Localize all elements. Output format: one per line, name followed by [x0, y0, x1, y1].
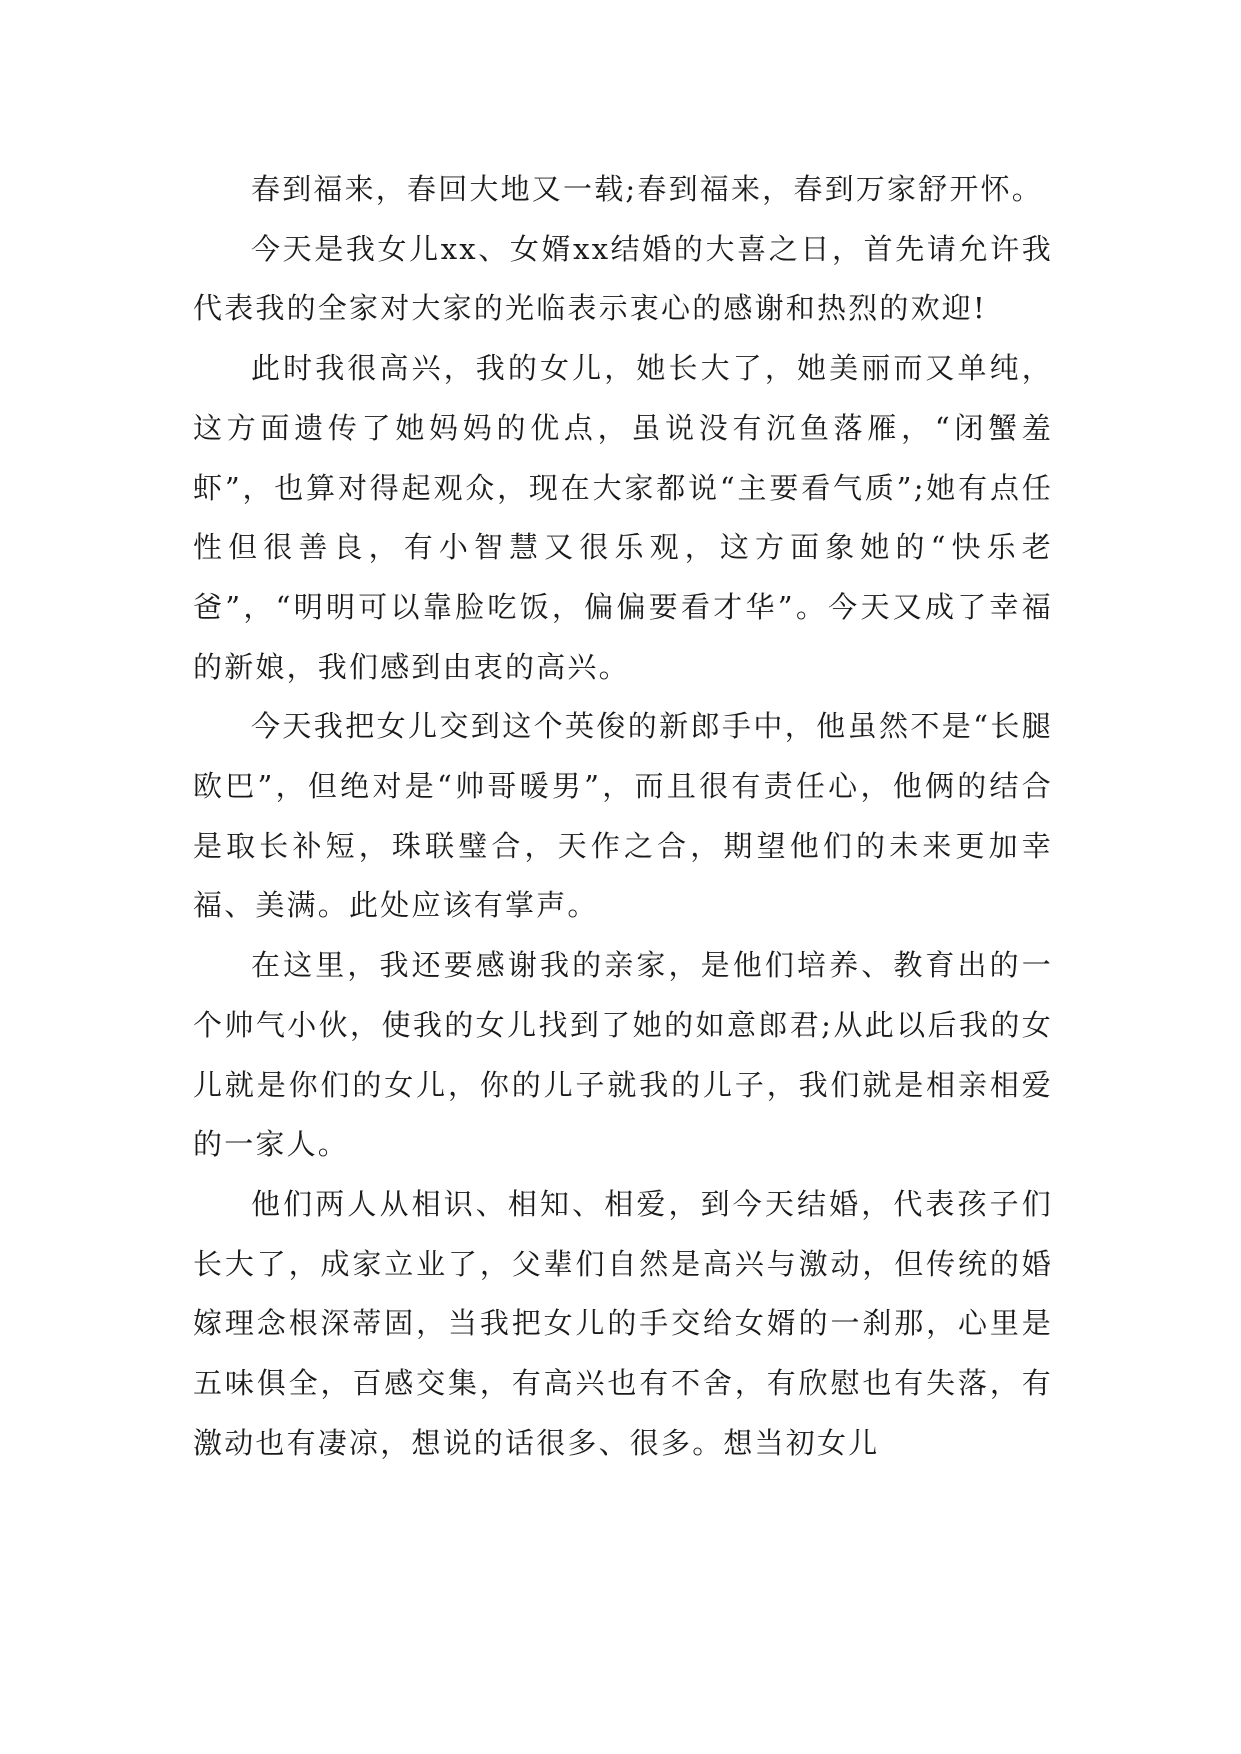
paragraph-2: 今天是我女儿xx、女婿xx结婚的大喜之日，首先请允许我代表我的全家对大家的光临表示衷心的感谢和热烈的欢迎! [193, 231, 1053, 326]
paragraph-3: 此时我很高兴，我的女儿，她长大了，她美丽而又单纯，这方面遗传了她妈妈的优点，虽说没有沉鱼落雁，“闭蟹羞虾”，也算对得起观众，现在大家都说“主要看气质”;她有点任性但很善良，有小智慧又很乐观，这方面象她的“快乐老爸”，“明明可以靠脸吃饭，偏偏要看才华”。今天又成了幸福的新娘，我们感到由衷的高兴。 [193, 351, 1053, 684]
document-body [193, 160, 1053, 1473]
paragraph-1: 春到福来，春回大地又一载;春到福来，春到万家舒开怀。 [251, 172, 1043, 206]
paragraph-6: 他们两人从相识、相知、相爱，到今天结婚，代表孩子们长大了，成家立业了，父辈们自然是高兴与激动，但传统的婚嫁理念根深蒂固，当我把女儿的手交给女婿的一刹那，心里是五味俱全，百感交集，有高兴也有不舍，有欣慰也有失落，有激动也有凄凉，想说的话很多、很多。想当初女儿 [193, 1186, 1053, 1460]
paragraph-4: 今天我把女儿交到这个英俊的新郎手中，他虽然不是“长腿欧巴”，但绝对是“帅哥暖男”，而且很有责任心，他俩的结合是取长补短，珠联璧合，天作之合，期望他们的未来更加幸福、美满。此处应该有掌声。 [193, 709, 1053, 923]
paragraph-5: 在这里，我还要感谢我的亲家，是他们培养、教育出的一个帅气小伙，使我的女儿找到了她的如意郎君;从此以后我的女儿就是你们的女儿，你的儿子就我的儿子，我们就是相亲相爱的一家人。 [193, 948, 1053, 1162]
